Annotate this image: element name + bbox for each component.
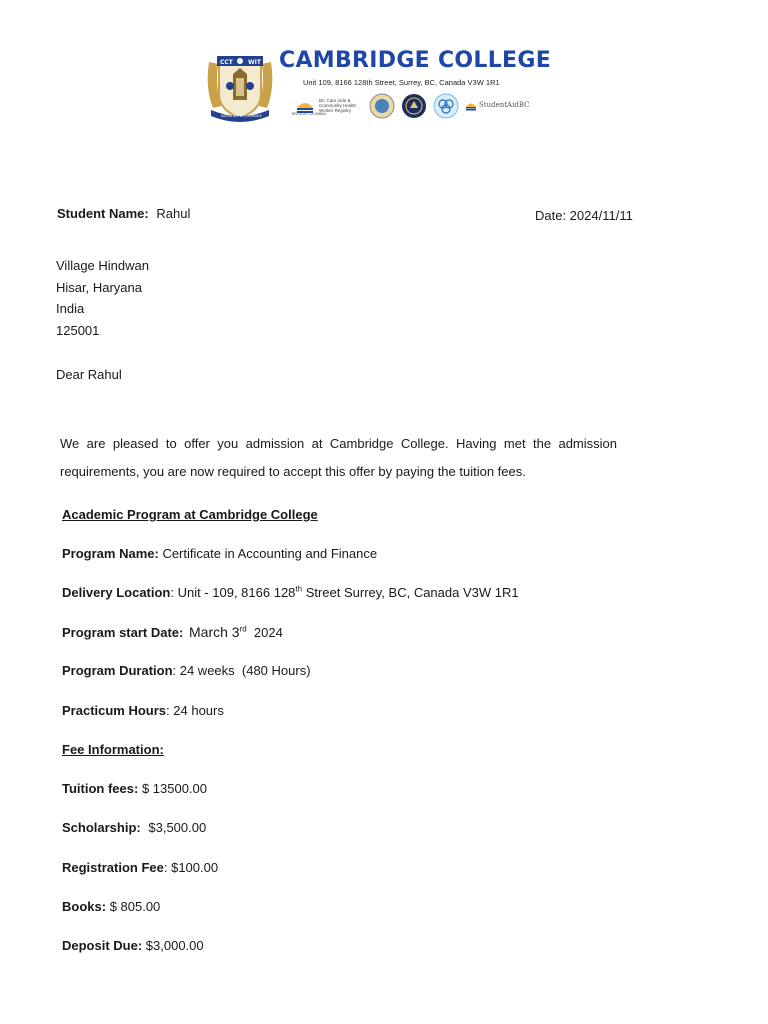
delivery-location-value: : Unit - 109, 8166 128: [170, 585, 296, 600]
books-label: Books:: [62, 899, 107, 914]
bc-registry-text: BC Care Aide & Community Health Worker Registry: [319, 98, 357, 113]
duration-label: Program Duration: [62, 663, 173, 678]
studentaid-bc-icon: [465, 99, 477, 111]
start-date-value: March 3: [189, 624, 240, 640]
practicum-value: : 24 hours: [166, 703, 224, 718]
address-line-2: Hisar, Haryana: [56, 280, 142, 295]
program-heading: Academic Program at Cambridge College: [62, 507, 318, 522]
start-date-row: [62, 624, 283, 641]
intro-line-1: We are pleased to offer you admission at Cambridge College. Having met the admission: [60, 436, 617, 451]
delivery-location-sup: th: [295, 584, 303, 594]
delivery-location-label: Delivery Location: [62, 585, 171, 600]
affiliation-logos: [292, 90, 535, 124]
practicum-label: Practicum Hours: [62, 703, 167, 718]
registration-label: Registration Fee: [62, 860, 164, 875]
address-line-4: 125001: [56, 323, 100, 338]
college-address: Unit 109, 8166 128th Street, Surrey, BC, Canada V3W 1R1: [303, 78, 500, 87]
intro-line-2: requirements, you are now required to accept this offer by paying the tuition fees.: [60, 464, 526, 479]
tuition-value: $ 13500.00: [141, 781, 208, 796]
letterhead: [203, 46, 552, 126]
intro-paragraph: [60, 430, 617, 486]
deposit-label: Deposit Due:: [62, 938, 143, 953]
student-name-line: [57, 206, 190, 222]
college-name: CAMBRIDGE COLLEGE: [279, 48, 552, 73]
start-date-sup: rd: [239, 624, 247, 634]
registration-value: : $100.00: [163, 860, 219, 875]
bc-label: BRITISH COLUMBIA: [292, 112, 326, 116]
fee-heading: Fee Information:: [62, 742, 164, 757]
student-name-label: Student Name:: [57, 206, 149, 221]
letter-date: Date: 2024/11/11: [535, 208, 633, 223]
registration-row: [62, 860, 218, 876]
deposit-row: [62, 938, 204, 954]
books-value: $ 805.00: [109, 899, 161, 914]
svg-text:DEEDS ALL & COMMERCE: DEEDS ALL & COMMERCE: [221, 114, 262, 118]
studentaid-bc-text: StudentAidBC: [479, 101, 530, 109]
svg-text:WIT: WIT: [248, 59, 261, 66]
delivery-location-value-rest: Street Surrey, BC, Canada V3W 1R1: [302, 585, 519, 600]
program-name-label: Program Name:: [62, 546, 159, 561]
address-line-3: India: [56, 301, 85, 316]
start-date-year: 2024: [246, 625, 283, 640]
scholarship-label: Scholarship:: [62, 820, 141, 835]
scholarship-value: $3,500.00: [148, 820, 207, 835]
tuition-row: [62, 781, 207, 797]
college-crest-logo: [203, 48, 277, 124]
program-name-value: Certificate in Accounting and Finance: [162, 546, 378, 561]
dark-seal-icon: [401, 93, 427, 119]
student-name: Rahul: [156, 206, 191, 221]
practicum-row: [62, 703, 224, 719]
svg-text:CCT: CCT: [220, 59, 233, 66]
accreditation-seal-icon: [369, 93, 395, 119]
duration-value: : 24 weeks (480 Hours): [172, 663, 311, 678]
circles-seal-icon: [433, 93, 459, 119]
tuition-label: Tuition fees:: [62, 781, 139, 796]
address-line-1: Village Hindwan: [56, 258, 149, 273]
start-date-label: Program start Date:: [62, 625, 184, 640]
salutation: Dear Rahul: [56, 367, 122, 382]
program-name-row: [62, 546, 377, 562]
duration-row: [62, 663, 311, 679]
deposit-value: $3,000.00: [145, 938, 204, 953]
scholarship-row: [62, 820, 206, 836]
books-row: [62, 899, 160, 915]
delivery-location-row: [62, 585, 519, 601]
